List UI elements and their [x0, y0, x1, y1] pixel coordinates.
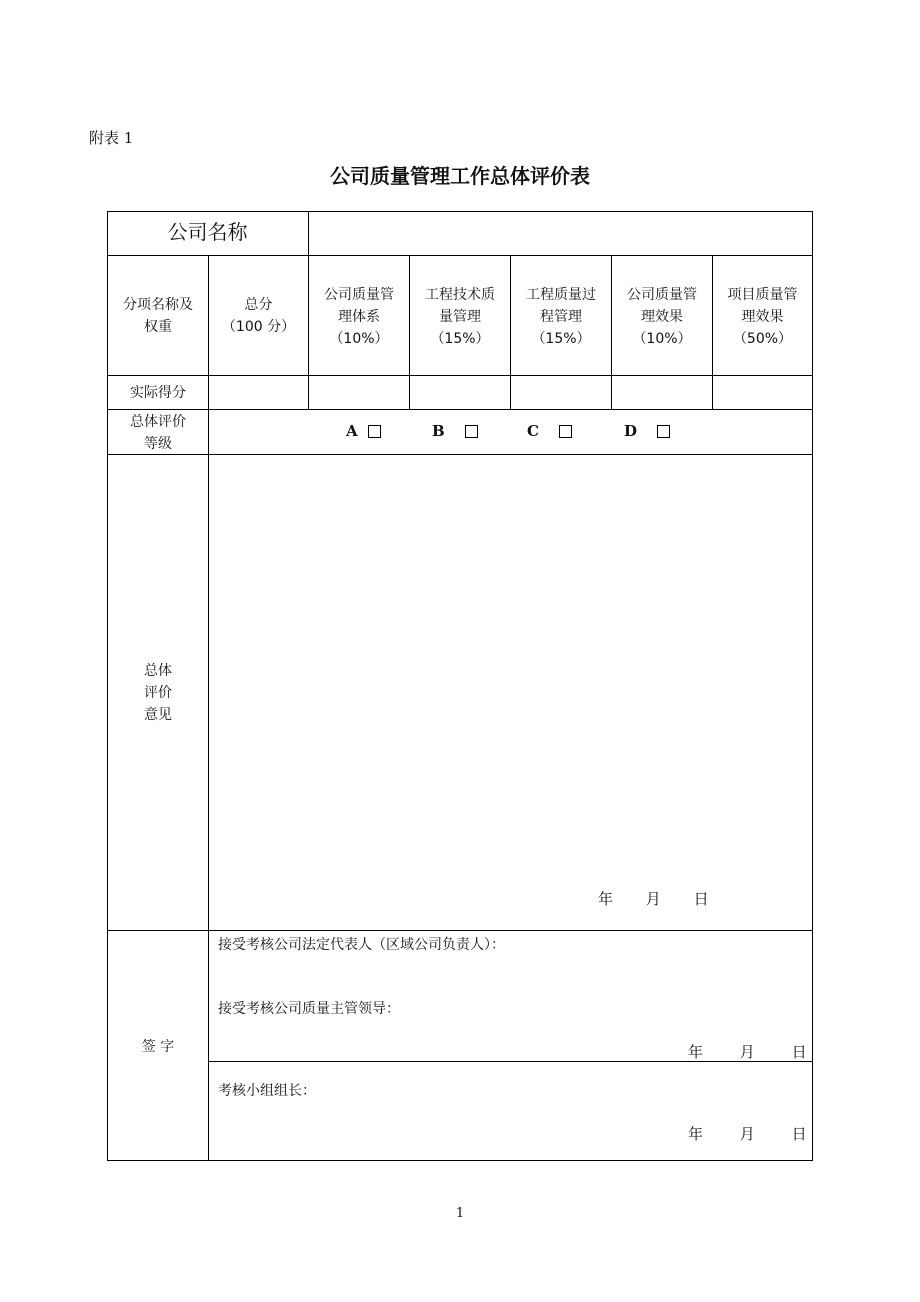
grade-row-label — [108, 411, 208, 455]
header-text: （100 分） — [221, 319, 296, 335]
opinion-date — [598, 888, 709, 909]
checkbox-icon[interactable] — [465, 425, 478, 438]
grade-option-b[interactable] — [432, 422, 478, 440]
date-day: 日 — [693, 890, 709, 908]
header-text: 理效果 — [741, 309, 784, 325]
signature-label: 签 字 — [141, 1039, 175, 1055]
opinion-label-text: 意见 — [144, 707, 172, 723]
table-line — [107, 409, 813, 410]
header-item-weight — [108, 294, 208, 338]
header-text: 公司质量管 — [324, 287, 394, 303]
header-text: 总分 — [244, 297, 273, 313]
date-day: 日 — [791, 1125, 807, 1143]
opinion-label — [108, 660, 208, 726]
legal-rep-label: 接受考核公司法定代表人（区域公司负责人）： — [218, 937, 505, 953]
header-text: 项目质量管 — [727, 287, 798, 303]
signature-date-2 — [688, 1123, 807, 1144]
opinion-label-text: 总体 — [144, 663, 172, 679]
checkbox-icon[interactable] — [368, 425, 381, 438]
table-line — [107, 375, 813, 376]
header-text: （10%） — [329, 331, 389, 347]
header-project-quality — [713, 284, 812, 350]
header-process-management — [511, 284, 611, 350]
header-text: 程管理 — [540, 309, 582, 325]
date-month: 月 — [645, 890, 661, 908]
grade-letter: D — [624, 422, 638, 440]
page-number: 1 — [455, 1206, 465, 1221]
date-month: 月 — [739, 1043, 755, 1061]
quality-leader-label: 接受考核公司质量主管领导： — [218, 1001, 400, 1017]
date-year: 年 — [598, 890, 614, 908]
header-text: 分项名称及 — [123, 297, 193, 313]
checkbox-icon[interactable] — [657, 425, 670, 438]
date-day: 日 — [791, 1043, 807, 1061]
header-text: 权重 — [144, 319, 172, 335]
grade-option-d[interactable] — [624, 422, 670, 440]
date-year: 年 — [688, 1125, 704, 1143]
table-border-bottom — [107, 1160, 813, 1161]
grade-letter: C — [527, 422, 539, 440]
opinion-text-area[interactable] — [209, 455, 812, 885]
header-text: 量管理 — [439, 309, 481, 325]
header-text: （50%） — [732, 331, 793, 347]
header-text: 工程质量过 — [526, 287, 596, 303]
table-line — [107, 930, 813, 931]
header-text: （15%） — [430, 331, 490, 347]
score-row-label: 实际得分 — [130, 385, 186, 401]
header-text: 理体系 — [338, 309, 380, 325]
date-month: 月 — [739, 1125, 755, 1143]
grade-option-a[interactable] — [346, 422, 381, 440]
checkbox-icon[interactable] — [559, 425, 572, 438]
appendix-label: 附表 1 — [89, 129, 134, 147]
table-border-right — [812, 211, 813, 1161]
header-text: （15%） — [531, 331, 591, 347]
header-text: （10%） — [632, 331, 692, 347]
header-text: 理效果 — [641, 309, 683, 325]
header-text: 公司质量管 — [627, 287, 697, 303]
page-title: 公司质量管理工作总体评价表 — [330, 164, 590, 188]
table-line — [107, 255, 813, 256]
header-tech-quality — [410, 284, 510, 350]
date-year: 年 — [688, 1043, 704, 1061]
header-quality-system — [309, 284, 409, 350]
signature-date-1 — [688, 1041, 807, 1062]
grade-option-c[interactable] — [527, 422, 572, 440]
header-text: 工程技术质 — [425, 287, 495, 303]
grade-label-text: 等级 — [144, 436, 172, 452]
table-line — [308, 211, 309, 255]
grade-letter: A — [346, 422, 358, 440]
table-border-top — [107, 211, 813, 212]
grade-label-text: 总体评价 — [130, 414, 186, 430]
grade-letter: B — [432, 422, 445, 440]
header-management-effect — [612, 284, 712, 350]
header-total-score — [209, 294, 308, 338]
company-name-label: 公司名称 — [167, 220, 248, 244]
opinion-label-text: 评价 — [144, 685, 172, 701]
team-leader-label: 考核小组组长： — [218, 1083, 316, 1099]
